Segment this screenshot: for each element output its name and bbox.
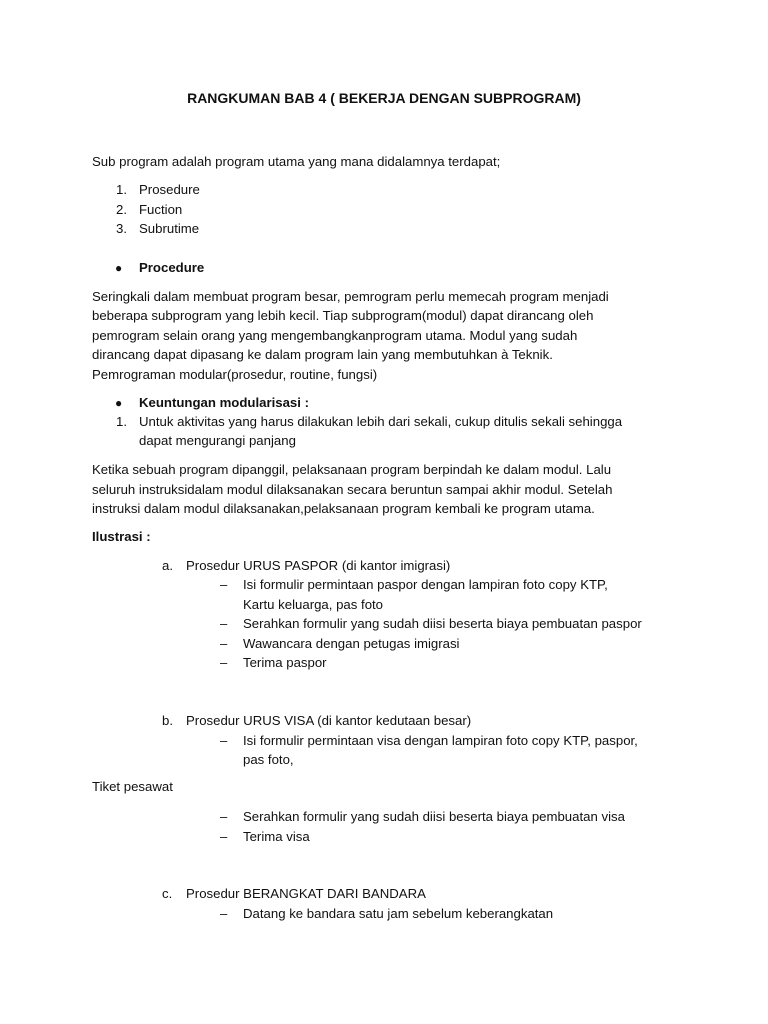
bullet-icon: ●: [115, 396, 123, 410]
list-item: Isi formulir permintaan visa dengan lampiran foto copy KTP, paspor,: [243, 733, 638, 748]
dash-icon: –: [220, 733, 228, 748]
page-title: RANGKUMAN BAB 4 ( BEKERJA DENGAN SUBPROGRAM): [187, 90, 581, 106]
section-c-heading: Prosedur BERANGKAT DARI BANDARA: [186, 886, 426, 901]
section-b-heading: Prosedur URUS VISA (di kantor kedutaan besar): [186, 713, 472, 728]
list-item: Subrutime: [139, 221, 200, 236]
list-item: Serahkan formulir yang sudah diisi beserta biaya pembuatan visa: [243, 809, 625, 824]
dash-icon: –: [220, 829, 228, 844]
list-item-marker: 1.: [116, 182, 127, 197]
section-marker: a.: [162, 558, 173, 573]
paragraph-line: pemrogram selain orang yang mengembangkanprogram utama. Modul yang sudah: [92, 328, 578, 343]
list-item: Datang ke bandara satu jam sebelum keberangkatan: [243, 906, 554, 921]
list-item: Serahkan formulir yang sudah diisi beserta biaya pembuatan paspor: [243, 616, 642, 631]
list-item: Terima visa: [243, 829, 310, 844]
dash-icon: –: [220, 906, 228, 921]
dash-icon: –: [220, 636, 228, 651]
list-item: dapat mengurangi panjang: [139, 433, 296, 448]
dash-icon: –: [220, 655, 228, 670]
list-item: Wawancara dengan petugas imigrasi: [243, 636, 460, 651]
dash-icon: –: [220, 577, 228, 592]
section-marker: c.: [162, 886, 173, 901]
ilustrasi-heading: Ilustrasi :: [92, 529, 151, 544]
paragraph-line: seluruh instruksidalam modul dilaksanakan secara beruntun sampai akhir modul. Setelah: [92, 482, 613, 497]
list-item: Fuction: [139, 202, 183, 217]
list-item: Prosedure: [139, 182, 200, 197]
list-item: Isi formulir permintaan paspor dengan lampiran foto copy KTP,: [243, 577, 608, 592]
tiket-text: Tiket pesawat: [92, 779, 173, 794]
paragraph-line: Ketika sebuah program dipanggil, pelaksanaan program berpindah ke dalam modul. Lalu: [92, 462, 612, 477]
list-item-marker: 1.: [116, 414, 127, 429]
paragraph-line: instruksi dalam modul dilaksanakan,pelaksanaan program kembali ke program utama.: [92, 501, 595, 516]
list-item-marker: 3.: [116, 221, 127, 236]
dash-icon: –: [220, 616, 228, 631]
section-heading-keuntungan: Keuntungan modularisasi :: [139, 395, 309, 410]
list-item-marker: 2.: [116, 202, 127, 217]
list-item: Kartu keluarga, pas foto: [243, 597, 384, 612]
paragraph-line: Seringkali dalam membuat program besar, pemrogram perlu memecah program menjadi: [92, 289, 609, 304]
list-item: Untuk aktivitas yang harus dilakukan lebih dari sekali, cukup ditulis sekali sehingga: [139, 414, 623, 429]
list-item: pas foto,: [243, 752, 294, 767]
paragraph-line: Pemrograman modular(prosedur, routine, fungsi): [92, 367, 378, 382]
section-heading-procedure: Procedure: [139, 260, 205, 275]
paragraph-line: dirancang dapat dipasang ke dalam program lain yang membutuhkan à Teknik.: [92, 347, 553, 362]
list-item: Terima paspor: [243, 655, 327, 670]
section-marker: b.: [162, 713, 173, 728]
section-a-heading: Prosedur URUS PASPOR (di kantor imigrasi): [186, 558, 451, 573]
intro-text: Sub program adalah program utama yang mana didalamnya terdapat;: [92, 154, 501, 169]
dash-icon: –: [220, 809, 228, 824]
paragraph-line: beberapa subprogram yang lebih kecil. Tiap subprogram(modul) dapat dirancang oleh: [92, 308, 594, 323]
bullet-icon: ●: [115, 261, 123, 275]
